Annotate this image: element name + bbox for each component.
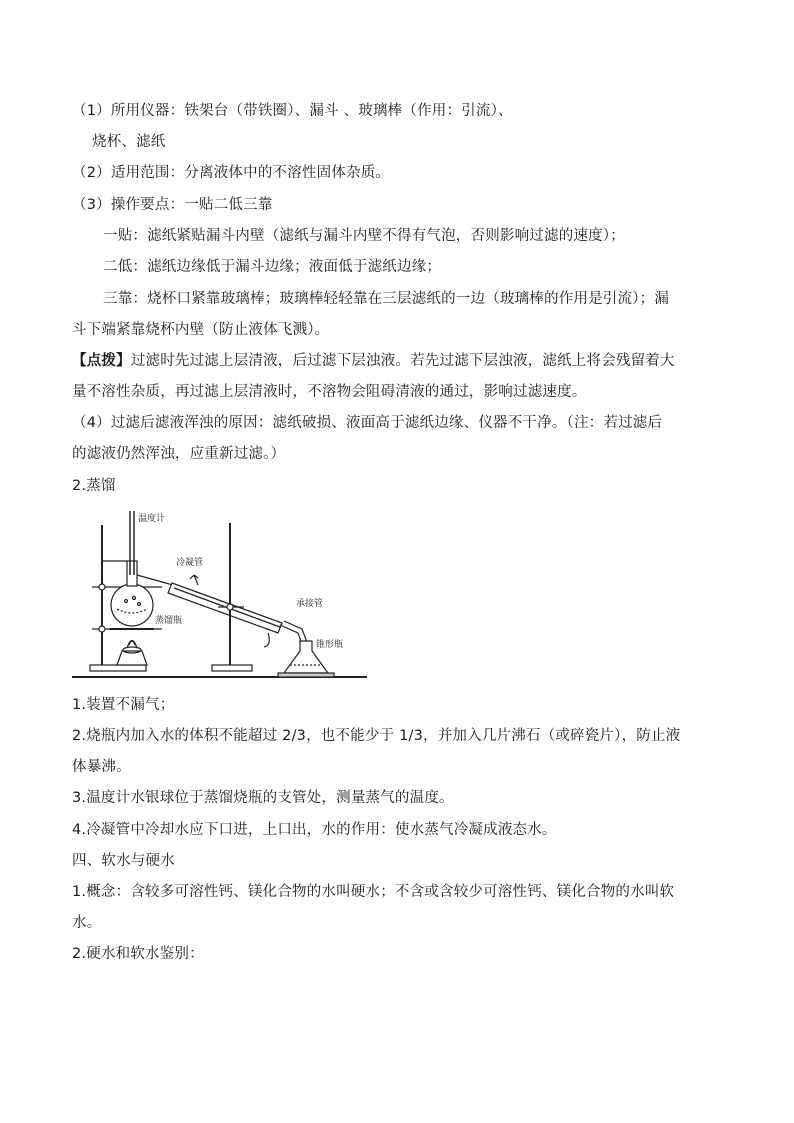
two-low-line: 二低：滤纸边缘低于漏斗边缘；液面低于滤纸边缘； bbox=[103, 259, 442, 275]
point-1: 1.装置不漏气； bbox=[72, 697, 175, 713]
point-2-cont: 体暴沸。 bbox=[72, 759, 131, 775]
distillation-heading: 2.蒸馏 bbox=[72, 478, 116, 494]
identify-line: 2.硬水和软水鉴别： bbox=[72, 946, 204, 962]
three-lean-line: 三靠：烧杯口紧靠玻璃棒；玻璃棒轻轻靠在三层滤纸的一边（玻璃棒的作用是引流）；漏 bbox=[103, 291, 670, 307]
turbid-cause-line: （4）过滤后滤液浑浊的原因：滤纸破损、液面高于滤纸边缘、仪器不干净。（注：若过滤后 bbox=[72, 415, 663, 431]
three-lean-line-cont: 斗下端紧靠烧杯内壁（防止液体飞溅）。 bbox=[72, 322, 330, 338]
tip-line bbox=[72, 351, 675, 371]
conical-flask-label: 锥形瓶 bbox=[316, 640, 344, 650]
point-3: 3.温度计水银球位于蒸馏烧瓶的支管处，测量蒸气的温度。 bbox=[72, 790, 454, 806]
adapter-label: 承接管 bbox=[296, 599, 324, 609]
scope-line: （2）适用范围：分离液体中的不溶性固体杂质。 bbox=[72, 165, 391, 181]
thermometer-label: 温度计 bbox=[138, 514, 166, 524]
distillation-apparatus-diagram bbox=[72, 505, 372, 685]
concept-line: 1.概念：含较多可溶性钙、镁化合物的水叫硬水；不含或含较少可溶性钙、镁化合物的水叫软 bbox=[72, 884, 675, 900]
concept-line-cont: 水。 bbox=[72, 915, 102, 931]
point-2: 2.烧瓶内加入水的体积不能超过 2/3，也不能少于 1/3，并加入几片沸石（或碎瓷片），防止液 bbox=[72, 728, 681, 744]
tip-tag: 【点拨】 bbox=[72, 353, 131, 369]
one-stick-line: 一贴：滤纸紧贴漏斗内壁（滤纸与漏斗内壁不得有气泡，否则影响过滤的速度）； bbox=[103, 228, 625, 244]
instruments-line-cont: 烧杯、滤纸 bbox=[92, 134, 166, 150]
turbid-cause-line-cont: 的滤液仍然浑浊，应重新过滤。） bbox=[72, 446, 286, 462]
point-4: 4.冷凝管中冷却水应下口进，上口出，水的作用：使水蒸气冷凝成液态水。 bbox=[72, 822, 557, 838]
instruments-line: （1）所用仪器：铁架台（带铁圈）、漏斗 、玻璃棒（作用：引流）、 bbox=[72, 103, 513, 119]
key-points-line: （3）操作要点：一贴二低三靠 bbox=[72, 197, 273, 213]
tip-line-cont: 量不溶性杂质，再过滤上层清液时，不溶物会阻碍清液的通过，影响过滤速度。 bbox=[72, 384, 587, 400]
water-heading: 四、软水与硬水 bbox=[72, 853, 175, 869]
flask-label: 蒸馏瓶 bbox=[155, 616, 183, 626]
condenser-label: 冷凝管 bbox=[176, 558, 204, 568]
distillation-apparatus-figure bbox=[72, 505, 372, 685]
tip-text: 过滤时先过滤上层清液，后过滤下层浊液。若先过滤下层浊液，滤纸上将会残留着大 bbox=[130, 353, 675, 369]
